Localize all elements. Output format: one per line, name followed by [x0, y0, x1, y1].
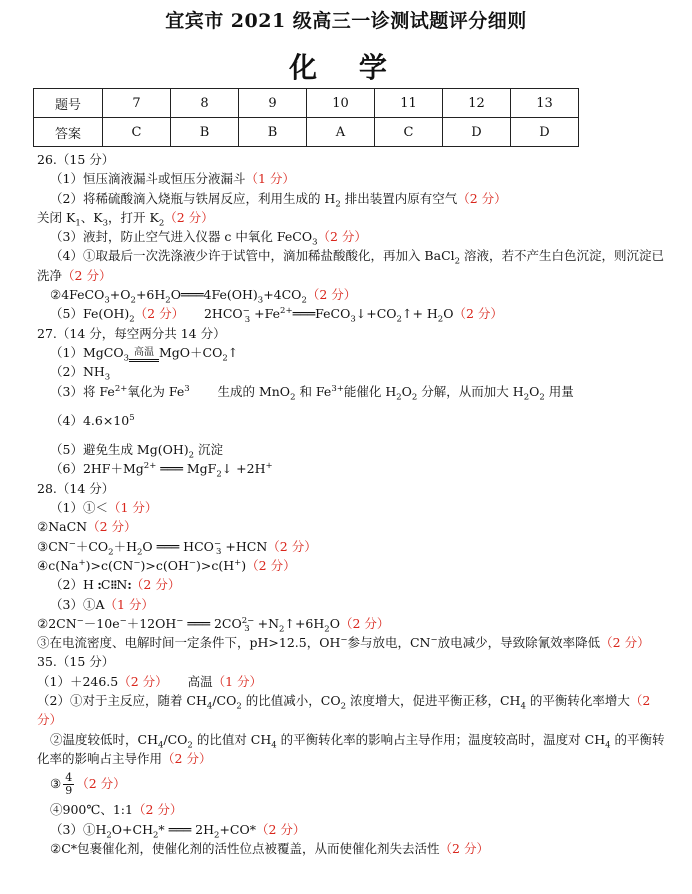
q27-line: $(6)2HF+Mg^{2+}$ ═══ MgF$_2$↓ +2H+: [50, 461, 273, 480]
table-cell: 12: [443, 89, 511, 118]
q26-line: （1）恒压滴液漏斗或恒压分液漏斗（1 分）: [50, 171, 295, 187]
q35-line: ②C*包裹催化剂，使催化剂的活性位点被覆盖，从而使催化剂失去活性（2 分）: [50, 840, 489, 856]
table-cell: 11: [375, 89, 443, 118]
score: （1 分）: [104, 596, 154, 612]
table-cell: 9: [239, 89, 307, 118]
table-cell: 8: [171, 89, 239, 118]
score: （2 分）: [132, 802, 183, 818]
q27-heading: 27.（14 分，每空两分共 14 分）: [37, 325, 226, 341]
table-cell: C: [375, 118, 443, 147]
table-cell: 13: [511, 89, 579, 118]
q35-line: ②温度较低时，$CH_4/CO_2$ 的比值对 $CH_4$ 的平衡转化率的影响占主导作用；温度较高时，温度对 $CH_4$ 的平衡转化率的影响占主导作用（2 分）: [37, 731, 665, 766]
q28-line: （2）H :C⁝⁝N:（2 分）: [50, 577, 181, 593]
table-row: [34, 89, 579, 118]
q28-line: ③在电流密度、电解时间一定条件下，pH>12.5，OH−参与放电，CN−放电减少，导致除氰效率降低（2 分）: [37, 634, 650, 651]
q26-line: （2）将稀硫酸滴入烧瓶与铁屑反应，利用生成的 $H_2$ 排出装置内原有空气（2 分）: [50, 190, 507, 210]
score: （2 分）: [76, 776, 126, 792]
q28-line: （1）①＜（1 分）: [50, 500, 158, 516]
q35-line: $(3)①H_2O+CH_2*$ ═══ $2H_2+CO*(2$ 分）: [50, 821, 306, 840]
score: （2 分）: [439, 840, 489, 856]
q26-line: （3）液封，防止空气进入仪器 c 中氧化 FeCO$_3$（2 分）: [50, 229, 367, 248]
q28-line: ②NaCN（2 分）: [37, 519, 137, 535]
table-header-cell: 答案: [34, 118, 103, 147]
score: （2 分）: [62, 267, 112, 283]
page-title: 宜宾市 2021 级高三一诊测试题评分细则: [165, 10, 527, 32]
score: （2 分）: [256, 821, 306, 837]
q27-line: $(4)4.6\times 10^5$: [50, 412, 135, 428]
score: （2 分）: [37, 693, 651, 728]
q27-line: $(2)NH_3$: [50, 364, 111, 383]
score: （2 分）: [317, 229, 367, 245]
score: （2 分）: [134, 306, 185, 322]
score: （2 分）: [246, 557, 296, 573]
score: （1 分）: [245, 171, 295, 187]
q26-line: $(5)Fe(OH)_2(2$ 分） $2HCO^-_3$ $+Fe^{2+}═══FeCO_3↓+CO_2↑+ H_2O(2$ 分）: [50, 306, 503, 325]
q27-line: （1）MgCO$_3$ 高温 $MgO+CO_2↑$: [50, 344, 239, 364]
q26-line: 关闭 $K_1$、$K_3$，打开 $K_2(2$ 分）: [37, 209, 214, 229]
subject-heading: 化 学: [289, 51, 403, 84]
table-cell: B: [171, 118, 239, 147]
q27-line: （5）避免生成 $Mg(OH)_2$ 沉淀: [50, 442, 224, 461]
score: （2 分）: [164, 209, 214, 225]
q28-line: ④c(Na+)>c(CN−)>c(OH−)>c(H+)（2 分）: [37, 557, 296, 573]
score: （1 分）: [212, 673, 263, 689]
q28-line: $③CN^-+CO_2+H_2O$ ═══ $HCO^-_3 +HCN(2$ 分）: [37, 538, 317, 558]
score: （2 分）: [130, 577, 181, 593]
table-row: [34, 118, 579, 147]
q35-line: ④900℃、1:1（2 分）: [50, 802, 183, 818]
table-cell: B: [239, 118, 307, 147]
table-cell: C: [103, 118, 171, 147]
table-cell: D: [443, 118, 511, 147]
q35-line: ③ $\frac{4}{9}$ （2 分）: [50, 771, 126, 798]
table-header-cell: 题号: [34, 89, 103, 118]
q28-line: （3）①A（1 分）: [50, 596, 154, 612]
score: （2 分）: [306, 287, 357, 303]
q27-line: （3）将 $Fe^{2+}$氧化为 Fe$^3$ 生成的 MnO$_2$ 和 $Fe^{3+}$能催化 $H_2O_2$ 分解，从而加大 $H_2O_2$ 用量: [50, 383, 574, 403]
score: （2 分）: [162, 750, 212, 766]
score: （2 分）: [118, 673, 168, 689]
answer-table: [33, 88, 579, 147]
q26-heading: 26.（15 分）: [37, 152, 115, 167]
table-cell: 7: [103, 89, 171, 118]
score: （2 分）: [453, 306, 503, 322]
score: （2 分）: [87, 519, 137, 535]
q35-line: （1）＋246.5（2 分） 高温（1 分）: [37, 673, 263, 689]
score: （2 分）: [267, 538, 317, 554]
reaction-condition: 高温: [129, 348, 159, 362]
q26-line: （4）①取最后一次洗涤液少许于试管中，滴加稀盐酸酸化，再加入 BaCl$_2$ 溶液，若不产生白色沉淀，则沉淀已洗净（2 分）: [37, 248, 665, 283]
score: （2 分）: [600, 635, 650, 651]
q35-heading: 35.（15 分）: [37, 654, 115, 670]
score: （2 分）: [339, 615, 390, 631]
q28-line: ②2CN−－10e−＋12OH− ═══ $2CO^{2-}_3$ $+N_2↑+6H_2O(2$ 分）: [37, 615, 390, 635]
answer-body: [37, 150, 665, 858]
table-cell: D: [511, 118, 579, 147]
q26-line: $②4FeCO_3+O_2+6H_2O═══4Fe(OH)_3+4CO_2(2$ 分）: [50, 287, 357, 306]
score: （2 分）: [457, 190, 507, 206]
q28-heading: 28.（14 分）: [37, 480, 115, 496]
score: （1 分）: [107, 500, 158, 516]
q35-line: （2）①对于主反应，随着 $CH_4/CO_2$ 的比值减小，$CO_2$ 浓度增大，促进平衡正移，$CH_4$ 的平衡转化率增大（2 分）: [37, 693, 651, 728]
table-cell: A: [307, 118, 375, 147]
fraction: $\frac{4}{9}$: [65, 771, 73, 798]
table-cell: 10: [307, 89, 375, 118]
